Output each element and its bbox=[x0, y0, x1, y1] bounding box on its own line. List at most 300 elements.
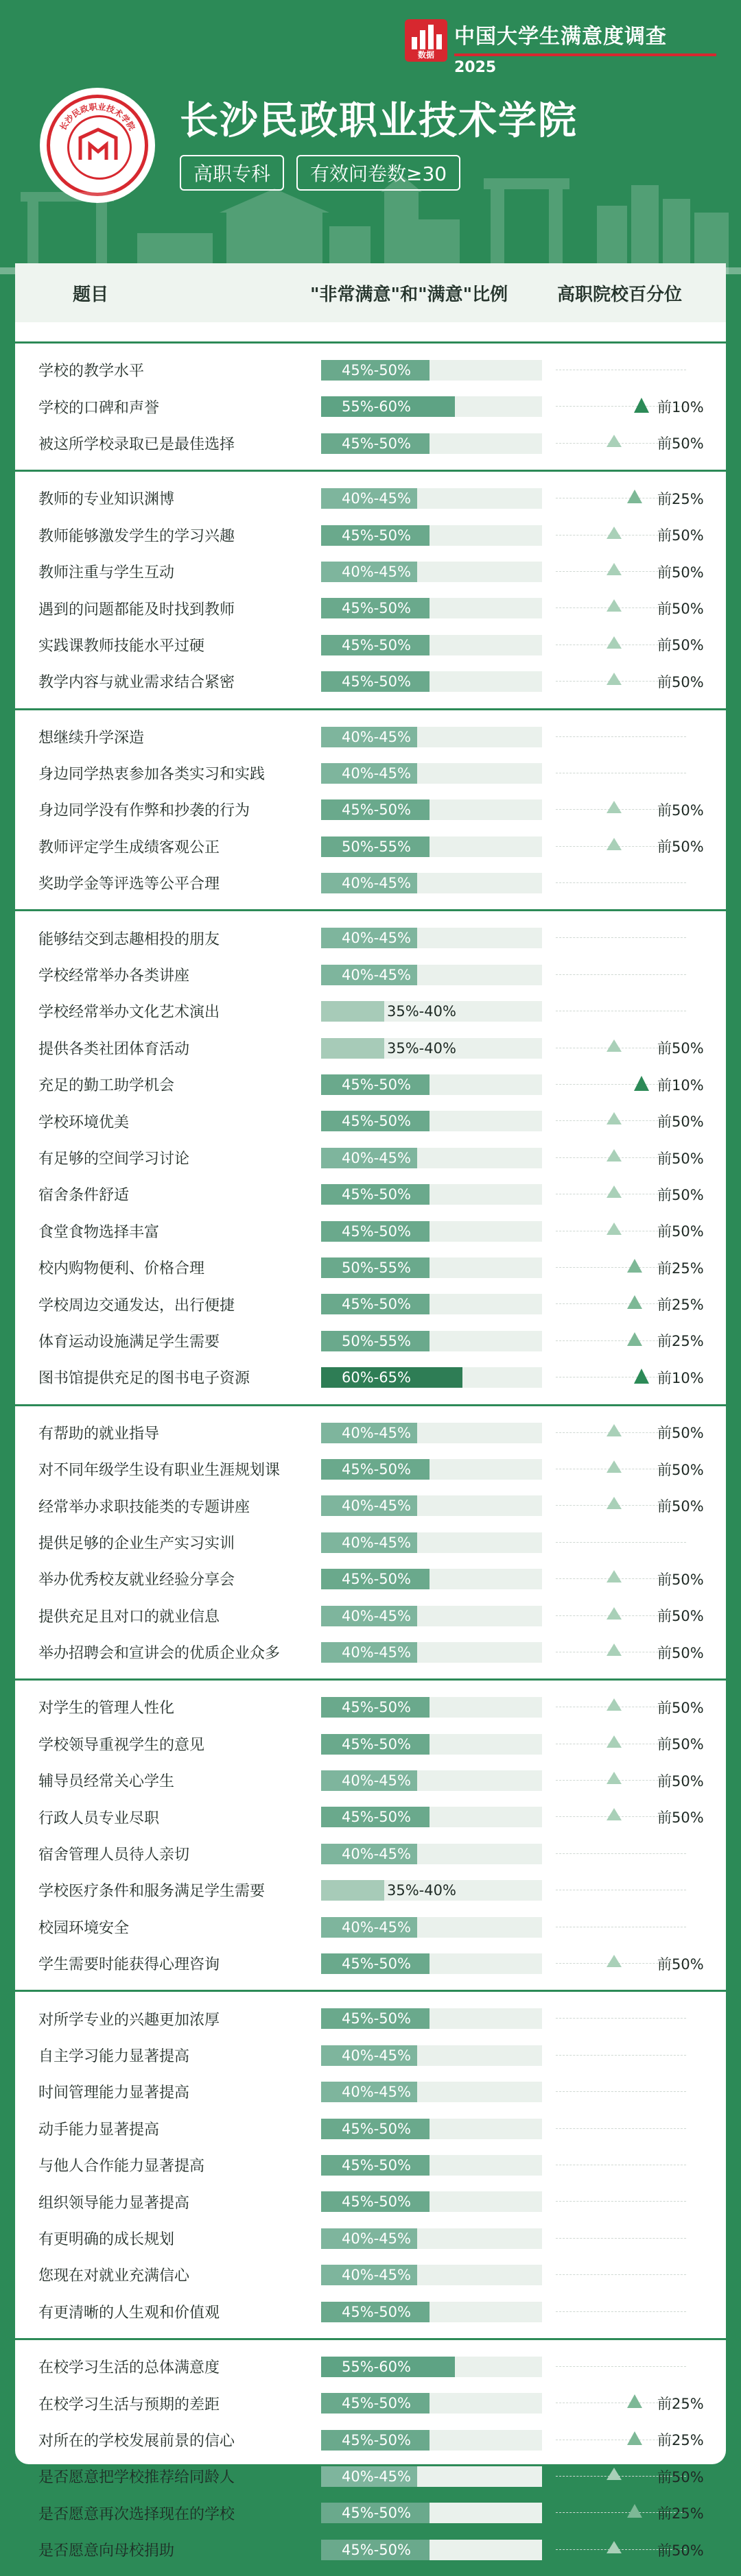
percentile-marker-icon bbox=[607, 599, 622, 612]
ratio-bar bbox=[321, 1257, 542, 1278]
percentile-marker-icon bbox=[607, 838, 622, 850]
ratio-value: 45%-50% bbox=[342, 600, 411, 617]
table-row bbox=[15, 828, 726, 865]
ratio-value: 45%-50% bbox=[342, 2120, 411, 2137]
question-label: 学校经常举办各类讲座 bbox=[38, 967, 190, 985]
percentile-value: 前50% bbox=[657, 637, 704, 654]
ratio-bar bbox=[321, 1459, 542, 1480]
survey-logo-icon bbox=[405, 19, 447, 62]
percentile-guide-line bbox=[556, 736, 686, 737]
percentile-value: 前50% bbox=[657, 2468, 704, 2485]
table-row bbox=[15, 1634, 726, 1670]
ratio-value: 45%-50% bbox=[342, 1809, 411, 1826]
ratio-value: 45%-50% bbox=[342, 1113, 411, 1130]
percentile-guide-line bbox=[556, 937, 686, 938]
table-row bbox=[15, 2110, 726, 2147]
question-label: 身边同学没有作弊和抄袭的行为 bbox=[38, 802, 250, 820]
question-label: 与他人合作能力显著提高 bbox=[38, 2158, 205, 2176]
percentile-marker-icon bbox=[607, 1223, 622, 1235]
question-label: 奖助学金等评选等公平合理 bbox=[38, 876, 220, 893]
question-label: 提供足够的企业生产实习实训 bbox=[38, 1534, 235, 1552]
percentile-value: 前25% bbox=[657, 1333, 704, 1350]
table-row bbox=[15, 2073, 726, 2110]
percentile-guide-line bbox=[556, 882, 686, 883]
percentile-marker-icon bbox=[607, 563, 622, 575]
question-label: 充足的勤工助学机会 bbox=[38, 1077, 175, 1095]
percentile-marker-icon bbox=[627, 490, 642, 503]
question-label: 自主学习能力显著提高 bbox=[38, 2047, 190, 2065]
ratio-value: 40%-45% bbox=[342, 1497, 411, 1515]
question-label: 提供各类社团体育活动 bbox=[38, 1040, 190, 1058]
ratio-bar bbox=[321, 1001, 542, 1022]
table-row bbox=[15, 627, 726, 663]
percentile-value: 前50% bbox=[657, 1644, 704, 1661]
ratio-value: 55%-60% bbox=[342, 2358, 411, 2375]
question-label: 辅导员经常关心学生 bbox=[38, 1773, 175, 1791]
question-label: 学校周边交通发达，出行便捷 bbox=[38, 1297, 235, 1314]
ratio-value: 40%-45% bbox=[342, 490, 411, 507]
table-row bbox=[15, 1945, 726, 1982]
percentile-marker-icon bbox=[634, 398, 649, 413]
ratio-value: 35%-40% bbox=[387, 1003, 456, 1020]
table-row bbox=[15, 1726, 726, 1762]
percentile-marker-icon bbox=[627, 2504, 642, 2518]
ratio-bar bbox=[321, 1697, 542, 1718]
table-row bbox=[15, 388, 726, 424]
column-header-ratio: "非常满意"和"满意"比例 bbox=[310, 284, 508, 305]
ratio-bar bbox=[321, 1880, 542, 1901]
question-group bbox=[15, 708, 726, 910]
ratio-bar bbox=[321, 2466, 542, 2487]
table-row bbox=[15, 1598, 726, 1634]
percentile-marker-icon bbox=[607, 1185, 622, 1198]
ratio-bar bbox=[321, 1148, 542, 1168]
ratio-bar bbox=[321, 965, 542, 985]
question-label: 是否愿意把学校推荐给同龄人 bbox=[38, 2469, 235, 2487]
percentile-marker-icon bbox=[607, 1424, 622, 1436]
ratio-value: 40%-45% bbox=[342, 2084, 411, 2101]
question-label: 教师的专业知识渊博 bbox=[38, 491, 175, 509]
question-label: 遇到的问题都能及时找到教师 bbox=[38, 601, 235, 618]
survey-title: 中国大学生满意度调查 bbox=[454, 25, 667, 49]
ratio-bar bbox=[321, 360, 542, 381]
percentile-value: 前50% bbox=[657, 527, 704, 544]
question-label: 被这所学校录取已是最佳选择 bbox=[38, 435, 235, 453]
ratio-bar bbox=[321, 763, 542, 784]
ratio-bar bbox=[321, 488, 542, 509]
percentile-marker-icon bbox=[607, 1644, 622, 1656]
ratio-bar bbox=[321, 2119, 542, 2139]
ratio-value: 60%-65% bbox=[342, 1369, 411, 1386]
percentile-value: 前50% bbox=[657, 1809, 704, 1827]
percentile-value: 前50% bbox=[657, 1699, 704, 1716]
percentile-marker-icon bbox=[607, 1808, 622, 1820]
ratio-bar bbox=[321, 1642, 542, 1663]
percentile-value: 前50% bbox=[657, 1114, 704, 1131]
ratio-bar bbox=[321, 1495, 542, 1516]
percentile-value: 前25% bbox=[657, 1297, 704, 1314]
table-row bbox=[15, 1487, 726, 1524]
question-label: 是否愿意向母校捐助 bbox=[38, 2542, 175, 2560]
ratio-value: 45%-50% bbox=[342, 2156, 411, 2174]
ratio-value: 35%-40% bbox=[387, 1039, 456, 1057]
question-label: 有更清晰的人生观和价值观 bbox=[38, 2304, 220, 2322]
percentile-marker-icon bbox=[627, 1332, 642, 1346]
question-label: 体育运动设施满足学生需要 bbox=[38, 1333, 220, 1351]
ratio-bar bbox=[321, 2540, 542, 2560]
campus-skyline-illustration bbox=[0, 171, 741, 274]
percentile-marker-icon bbox=[607, 1607, 622, 1620]
ratio-value: 40%-45% bbox=[342, 966, 411, 983]
survey-brand bbox=[405, 19, 716, 76]
survey-table-card bbox=[15, 263, 726, 2560]
tag-sample-size: 有效问卷数≥30 bbox=[296, 155, 460, 191]
ratio-value: 55%-60% bbox=[342, 398, 411, 416]
question-label: 校内购物便利、价格合理 bbox=[38, 1260, 205, 1278]
percentile-marker-icon bbox=[607, 1497, 622, 1509]
table-row bbox=[15, 1561, 726, 1597]
ratio-value: 40%-45% bbox=[342, 2267, 411, 2284]
ratio-value: 50%-55% bbox=[342, 1332, 411, 1349]
ratio-value: 40%-45% bbox=[342, 728, 411, 745]
percentile-marker-icon bbox=[607, 1955, 622, 1967]
question-group bbox=[15, 2338, 726, 2576]
table-row bbox=[15, 2422, 726, 2458]
percentile-value: 前10% bbox=[657, 399, 704, 416]
question-label: 图书馆提供充足的图书电子资源 bbox=[38, 1370, 250, 1388]
question-label: 教师注重与学生互动 bbox=[38, 564, 175, 582]
ratio-bar bbox=[321, 1074, 542, 1095]
ratio-value: 45%-50% bbox=[342, 1460, 411, 1478]
question-label: 对所在的学校发展前景的信心 bbox=[38, 2432, 235, 2450]
percentile-guide-line bbox=[556, 2238, 686, 2239]
percentile-marker-icon bbox=[607, 1112, 622, 1124]
ratio-value: 40%-45% bbox=[342, 1424, 411, 1441]
question-label: 举办优秀校友就业经验分享会 bbox=[38, 1572, 235, 1589]
percentile-value: 前50% bbox=[657, 802, 704, 819]
ratio-bar bbox=[321, 671, 542, 692]
percentile-value: 前50% bbox=[657, 1608, 704, 1625]
table-row bbox=[15, 755, 726, 791]
table-row bbox=[15, 1249, 726, 1286]
ratio-value: 45%-50% bbox=[342, 435, 411, 452]
ratio-bar bbox=[321, 1734, 542, 1755]
percentile-value: 前25% bbox=[657, 2505, 704, 2523]
percentile-guide-line bbox=[556, 2128, 686, 2129]
percentile-value: 前25% bbox=[657, 490, 704, 507]
table-header bbox=[15, 263, 726, 322]
question-label: 经常举办求职技能类的专题讲座 bbox=[38, 1498, 250, 1516]
percentile-marker-icon bbox=[607, 1460, 622, 1473]
table-row bbox=[15, 1415, 726, 1451]
percentile-marker-icon bbox=[627, 1259, 642, 1273]
ratio-value: 45%-50% bbox=[342, 1186, 411, 1203]
ratio-bar bbox=[321, 2045, 542, 2066]
percentile-guide-line bbox=[556, 2201, 686, 2202]
column-header-percentile: 高职院校百分位 bbox=[557, 284, 683, 305]
percentile-marker-icon bbox=[607, 801, 622, 813]
ratio-bar bbox=[321, 2008, 542, 2029]
percentile-value: 前10% bbox=[657, 1369, 704, 1386]
ratio-bar bbox=[321, 525, 542, 546]
ratio-value: 45%-50% bbox=[342, 2431, 411, 2448]
percentile-guide-line bbox=[556, 1542, 686, 1543]
ratio-bar bbox=[321, 2155, 542, 2176]
percentile-value: 前50% bbox=[657, 601, 704, 618]
survey-year: 2025 bbox=[454, 59, 497, 76]
percentile-guide-line bbox=[556, 2311, 686, 2312]
ratio-value: 45%-50% bbox=[342, 2541, 411, 2558]
table-row bbox=[15, 2183, 726, 2219]
ratio-bar bbox=[321, 1606, 542, 1626]
ratio-bar bbox=[321, 836, 542, 857]
ratio-value: 45%-50% bbox=[342, 636, 411, 653]
table-row bbox=[15, 791, 726, 828]
tag-school-level: 高职专科 bbox=[180, 155, 284, 191]
percentile-value: 前50% bbox=[657, 1040, 704, 1057]
percentile-value: 前10% bbox=[657, 1076, 704, 1094]
ratio-value: 45%-50% bbox=[342, 2303, 411, 2320]
ratio-value: 45%-50% bbox=[342, 2193, 411, 2211]
ratio-value: 45%-50% bbox=[342, 673, 411, 690]
percentile-value: 前25% bbox=[657, 2396, 704, 2412]
survey-rows bbox=[15, 322, 726, 2576]
table-row bbox=[15, 1359, 726, 1395]
ratio-bar bbox=[321, 2265, 542, 2285]
question-label: 行政人员专业尽职 bbox=[38, 1809, 160, 1827]
percentile-value: 前50% bbox=[657, 1571, 704, 1588]
question-label: 想继续升学深造 bbox=[38, 729, 145, 747]
percentile-value: 前50% bbox=[657, 435, 704, 453]
table-row bbox=[15, 1103, 726, 1139]
question-label: 学校环境优美 bbox=[38, 1114, 130, 1131]
table-row bbox=[15, 993, 726, 1029]
question-label: 在校学习生活的总体满意度 bbox=[38, 2359, 220, 2377]
percentile-value: 前50% bbox=[657, 2542, 704, 2559]
ratio-value: 50%-55% bbox=[342, 1259, 411, 1276]
percentile-value: 前50% bbox=[657, 564, 704, 581]
table-row bbox=[15, 517, 726, 553]
ratio-bar bbox=[321, 1807, 542, 1827]
ratio-value: 40%-45% bbox=[342, 1772, 411, 1790]
ratio-value: 45%-50% bbox=[342, 1735, 411, 1753]
table-row bbox=[15, 1762, 726, 1798]
question-label: 学校的口碑和声誉 bbox=[38, 399, 160, 417]
ratio-value: 45%-50% bbox=[342, 1699, 411, 1716]
table-row bbox=[15, 480, 726, 516]
ratio-bar bbox=[321, 1917, 542, 1938]
table-row bbox=[15, 1872, 726, 1908]
question-label: 在校学习生活与预期的差距 bbox=[38, 2396, 220, 2414]
percentile-value: 前25% bbox=[657, 2432, 704, 2449]
percentile-guide-line bbox=[556, 1853, 686, 1854]
table-row bbox=[15, 553, 726, 590]
question-group bbox=[15, 909, 726, 1404]
question-label: 提供充足且对口的就业信息 bbox=[38, 1608, 220, 1626]
ratio-bar bbox=[321, 799, 542, 820]
question-label: 学校医疗条件和服务满足学生需要 bbox=[38, 1883, 266, 1901]
table-row bbox=[15, 1835, 726, 1872]
percentile-marker-icon bbox=[634, 1369, 649, 1384]
table-row bbox=[15, 1798, 726, 1835]
question-label: 您现在对就业充满信心 bbox=[38, 2267, 190, 2285]
table-row bbox=[15, 2348, 726, 2385]
percentile-guide-line bbox=[556, 2366, 686, 2367]
page-header bbox=[0, 0, 741, 274]
table-row bbox=[15, 2037, 726, 2073]
percentile-marker-icon bbox=[607, 1039, 622, 1052]
question-label: 是否愿意再次选择现在的学校 bbox=[38, 2505, 235, 2523]
ratio-bar bbox=[321, 433, 542, 454]
question-label: 身边同学热衷参加各类实习和实践 bbox=[38, 766, 266, 784]
ratio-value: 45%-50% bbox=[342, 1296, 411, 1313]
question-label: 有足够的空间学习讨论 bbox=[38, 1151, 190, 1168]
question-group bbox=[15, 1990, 726, 2338]
ratio-bar bbox=[321, 1367, 542, 1388]
percentile-marker-icon bbox=[627, 2431, 642, 2445]
ratio-bar bbox=[321, 1111, 542, 1131]
ratio-value: 40%-45% bbox=[342, 1149, 411, 1166]
percentile-value: 前50% bbox=[657, 839, 704, 856]
table-row bbox=[15, 2458, 726, 2494]
ratio-value: 40%-45% bbox=[342, 1534, 411, 1551]
ratio-value: 45%-50% bbox=[342, 1223, 411, 1240]
table-row bbox=[15, 1066, 726, 1103]
percentile-marker-icon bbox=[607, 2468, 622, 2480]
table-row bbox=[15, 1176, 726, 1212]
percentile-marker-icon bbox=[627, 1295, 642, 1309]
ratio-value: 40%-45% bbox=[342, 930, 411, 947]
percentile-guide-line bbox=[556, 2055, 686, 2056]
percentile-marker-icon bbox=[634, 1076, 649, 1091]
ratio-value: 35%-40% bbox=[387, 1882, 456, 1899]
percentile-marker-icon bbox=[607, 1570, 622, 1582]
ratio-bar bbox=[321, 2503, 542, 2523]
question-label: 组织领导能力显著提高 bbox=[38, 2194, 190, 2212]
ratio-value: 40%-45% bbox=[342, 563, 411, 580]
percentile-marker-icon bbox=[607, 1698, 622, 1711]
table-row bbox=[15, 590, 726, 626]
ratio-value: 40%-45% bbox=[342, 1644, 411, 1661]
ratio-bar bbox=[321, 727, 542, 747]
ratio-value: 50%-55% bbox=[342, 838, 411, 855]
question-label: 教师能够激发学生的学习兴趣 bbox=[38, 527, 235, 545]
ratio-value: 40%-45% bbox=[342, 1918, 411, 1936]
table-row bbox=[15, 2531, 726, 2568]
percentile-marker-icon bbox=[607, 1149, 622, 1161]
brand-underline bbox=[454, 53, 716, 56]
ratio-value: 40%-45% bbox=[342, 1607, 411, 1624]
percentile-marker-icon bbox=[607, 673, 622, 685]
table-row bbox=[15, 2385, 726, 2421]
ratio-value: 45%-50% bbox=[342, 2505, 411, 2522]
table-row bbox=[15, 1140, 726, 1176]
ratio-bar bbox=[321, 2430, 542, 2451]
table-row bbox=[15, 1909, 726, 1945]
question-label: 学生需要时能获得心理咨询 bbox=[38, 1956, 220, 1974]
ratio-bar bbox=[321, 1423, 542, 1443]
ratio-value: 40%-45% bbox=[342, 1845, 411, 1862]
ratio-value: 40%-45% bbox=[342, 2468, 411, 2485]
percentile-value: 前50% bbox=[657, 1955, 704, 1973]
ratio-bar bbox=[321, 2393, 542, 2414]
percentile-value: 前25% bbox=[657, 1260, 704, 1277]
question-label: 宿舍条件舒适 bbox=[38, 1187, 130, 1205]
percentile-value: 前50% bbox=[657, 1425, 704, 1442]
ratio-bar bbox=[321, 1844, 542, 1864]
table-row bbox=[15, 425, 726, 461]
survey-logo-text: 数据 bbox=[417, 50, 434, 60]
table-row bbox=[15, 663, 726, 699]
ratio-bar bbox=[321, 2082, 542, 2102]
ratio-bar bbox=[321, 562, 542, 582]
question-label: 动手能力显著提高 bbox=[38, 2121, 160, 2139]
question-label: 有帮助的就业指导 bbox=[38, 1425, 160, 1443]
ratio-bar-fill bbox=[321, 1038, 384, 1059]
ratio-value: 45%-50% bbox=[342, 1571, 411, 1588]
question-label: 能够结交到志趣相投的朋友 bbox=[38, 930, 220, 948]
ratio-bar bbox=[321, 1294, 542, 1314]
question-group bbox=[15, 1404, 726, 1679]
table-row bbox=[15, 2294, 726, 2330]
svg-text:长沙民政职业技术学院: 长沙民政职业技术学院 bbox=[58, 101, 137, 132]
question-label: 学校经常举办文化艺术演出 bbox=[38, 1004, 220, 1022]
question-group bbox=[15, 341, 726, 470]
table-row bbox=[15, 2220, 726, 2256]
ratio-value: 40%-45% bbox=[342, 875, 411, 892]
school-name: 长沙民政职业技术学院 bbox=[180, 99, 578, 143]
question-label: 举办招聘会和宣讲会的优质企业众多 bbox=[38, 1645, 281, 1663]
ratio-value: 40%-45% bbox=[342, 765, 411, 782]
table-row bbox=[15, 2494, 726, 2531]
question-label: 食堂食物选择丰富 bbox=[38, 1223, 160, 1241]
percentile-marker-icon bbox=[607, 636, 622, 649]
ratio-value: 45%-50% bbox=[342, 802, 411, 819]
ratio-bar bbox=[321, 2302, 542, 2322]
question-label: 宿舍管理人员待人亲切 bbox=[38, 1846, 190, 1864]
ratio-value: 45%-50% bbox=[342, 2010, 411, 2027]
table-row bbox=[15, 1524, 726, 1561]
percentile-guide-line bbox=[556, 2274, 686, 2275]
table-row bbox=[15, 1451, 726, 1487]
ratio-bar bbox=[321, 1184, 542, 1205]
ratio-value: 45%-50% bbox=[342, 362, 411, 378]
question-label: 对学生的管理人性化 bbox=[38, 1700, 175, 1718]
ratio-bar bbox=[321, 1331, 542, 1351]
question-label: 教师评定学生成绩客观公正 bbox=[38, 839, 220, 856]
table-row bbox=[15, 1286, 726, 1322]
ratio-value: 40%-45% bbox=[342, 2230, 411, 2247]
percentile-marker-icon bbox=[607, 527, 622, 539]
ratio-bar bbox=[321, 1770, 542, 1791]
question-label: 学校的教学水平 bbox=[38, 363, 145, 381]
ratio-bar-fill bbox=[321, 1001, 384, 1022]
question-label: 校园环境安全 bbox=[38, 1919, 130, 1937]
table-row bbox=[15, 956, 726, 993]
ratio-bar bbox=[321, 1038, 542, 1059]
table-row bbox=[15, 719, 726, 755]
question-label: 对所学专业的兴趣更加浓厚 bbox=[38, 2011, 220, 2029]
percentile-guide-line bbox=[556, 2091, 686, 2092]
percentile-marker-icon bbox=[607, 1735, 622, 1748]
question-label: 学校领导重视学生的意见 bbox=[38, 1736, 205, 1754]
column-header-topic: 题目 bbox=[73, 284, 109, 305]
ratio-bar-fill bbox=[321, 1880, 384, 1901]
table-row bbox=[15, 1689, 726, 1725]
table-row bbox=[15, 2147, 726, 2183]
table-row bbox=[15, 1213, 726, 1249]
ratio-value: 45%-50% bbox=[342, 527, 411, 544]
